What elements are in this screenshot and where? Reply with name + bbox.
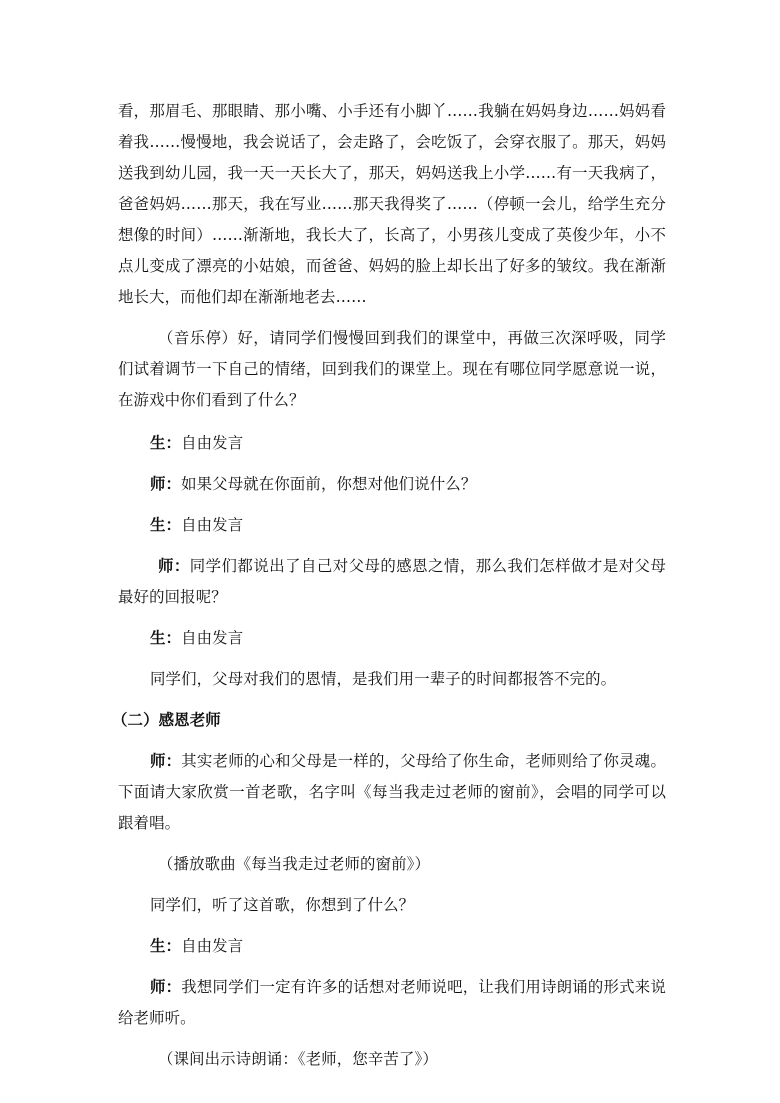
speaker-label: 生： xyxy=(150,516,182,534)
section-heading: （二）感恩老师 xyxy=(112,711,221,729)
story-paragraph: 看，那眉毛、那眼睛、那小嘴、小手还有小脚丫……我躺在妈妈身边……妈妈看着我……慢慢地，我会说话了，会走路了，会吃饭了，会穿衣服了。那天，妈妈送我到幼儿园，我一天一天长大了，那天，妈妈送我上小学……有一天我病了，爸爸妈妈……那天，我在写业……那天我得奖了……（停顿一会儿，给学生充分想像的时间）……渐渐地，我长大了，长高了，小男孩儿变成了英俊少年，小不点儿变成了漂亮的小姑娘，而爸爸、妈妈的脸上却长出了好多的皱纹。我在渐渐地长大，而他们却在渐渐地老去…… xyxy=(118,102,666,306)
teacher-line xyxy=(118,746,666,839)
teacher-line xyxy=(118,469,666,500)
closing-paragraph: 同学们，父母对我们的恩情，是我们用一辈子的时间都报答不完的。 xyxy=(150,670,617,688)
teacher-line xyxy=(118,551,666,613)
speaker-label: 生： xyxy=(150,937,182,955)
student-line xyxy=(118,931,666,962)
line-text: 我想同学们一定有许多的话想对老师说吧，让我们用诗朗诵的形式来说给老师听。 xyxy=(118,978,666,1027)
teacher-line xyxy=(118,972,666,1034)
lesson-plan-text xyxy=(112,96,666,1075)
speaker-label: 师： xyxy=(150,475,182,493)
speaker-label: 生： xyxy=(150,629,182,647)
student-line xyxy=(118,428,666,459)
music-stop-paragraph: （音乐停）好，请同学们慢慢回到我们的课堂中，再做三次深呼吸，同学们试着调节一下自己的情绪，回到我们的课堂上。现在有哪位同学愿意说一说，在游戏中你们看到了什么？ xyxy=(118,329,666,409)
line-text: 如果父母就在你面前，你想对他们说什么？ xyxy=(181,475,477,493)
stage-direction: （播放歌曲《每当我走过老师的窗前》） xyxy=(158,855,431,873)
speaker-label: 师： xyxy=(150,978,182,996)
stage-direction: （课间出示诗朗诵：《老师，您辛苦了》） xyxy=(158,1050,438,1068)
speaker-label: 师： xyxy=(158,557,190,575)
speaker-label: 生： xyxy=(150,434,182,452)
speaker-label: 师： xyxy=(150,752,182,770)
student-line xyxy=(118,510,666,541)
question-paragraph: 同学们，听了这首歌，你想到了什么？ xyxy=(150,896,415,914)
line-text: 同学们都说出了自己对父母的感恩之情，那么我们怎样做才是对父母最好的回报呢？ xyxy=(118,557,666,606)
line-text: 自由发言 xyxy=(181,937,244,955)
student-line xyxy=(118,623,666,654)
line-text: 其实老师的心和父母是一样的，父母给了你生命，老师则给了你灵魂。下面请大家欣赏一首老歌，名字叫《每当我走过老师的窗前》，会唱的同学可以跟着唱。 xyxy=(118,752,666,832)
line-text: 自由发言 xyxy=(181,434,244,452)
line-text: 自由发言 xyxy=(181,516,244,534)
line-text: 自由发言 xyxy=(181,629,244,647)
